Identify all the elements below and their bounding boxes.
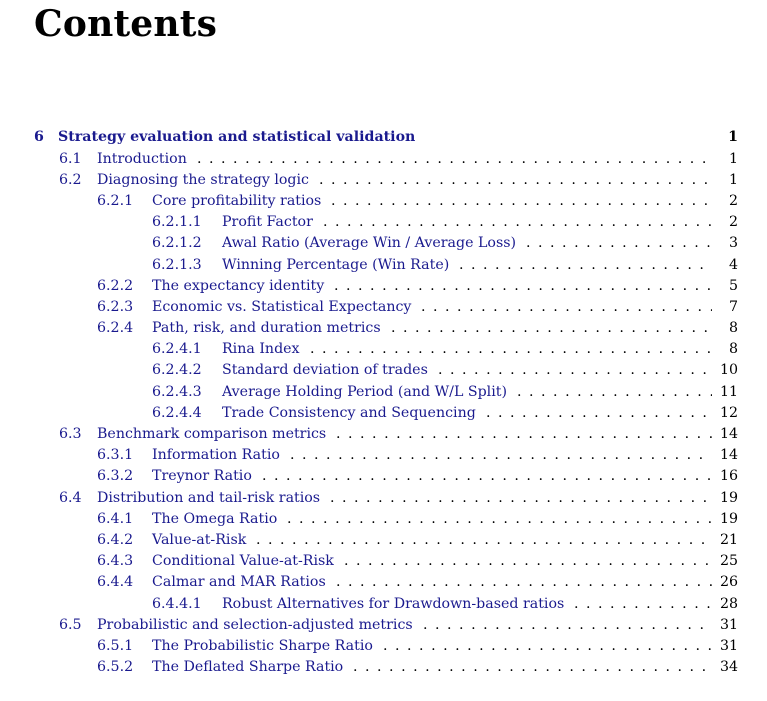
toc-entry[interactable]	[0, 530, 767, 551]
toc-entry[interactable]	[0, 466, 767, 487]
toc-entry[interactable]	[0, 276, 767, 297]
toc-entry[interactable]	[0, 551, 767, 572]
toc-dot-leader	[262, 466, 712, 487]
toc-dot-leader	[336, 572, 712, 593]
toc-entry[interactable]	[0, 403, 767, 424]
toc-entry-page-number[interactable]: 12	[719, 404, 738, 421]
toc-dot-leader	[334, 276, 712, 297]
toc-entry-page-number[interactable]: 1	[728, 150, 738, 167]
toc-entry[interactable]	[0, 382, 767, 403]
toc-entry-page-number[interactable]: 26	[719, 574, 738, 591]
toc-entry-title[interactable]: Economic vs. Statistical Expectancy	[152, 298, 412, 315]
toc-entry-number[interactable]: 6.2.4.3	[152, 383, 202, 400]
toc-entry-number[interactable]: 6.4.4.1	[152, 595, 202, 612]
toc-entry[interactable]	[0, 127, 767, 149]
toc-entry-title[interactable]: Information Ratio	[152, 447, 280, 464]
toc-entry-page-number[interactable]: 5	[728, 277, 738, 294]
toc-dot-leader	[336, 424, 712, 445]
toc-dot-leader	[438, 360, 712, 381]
toc-dot-leader	[421, 297, 712, 318]
toc-entry-number[interactable]: 6.4.2	[97, 531, 134, 548]
toc-entry[interactable]	[0, 657, 767, 678]
toc-entry-number[interactable]: 6.2	[59, 171, 82, 188]
toc-dot-leader	[391, 318, 712, 339]
toc-entry-page-number[interactable]: 2	[728, 214, 738, 231]
toc-dot-leader	[459, 255, 712, 276]
toc-entry-number[interactable]: 6.4.1	[97, 510, 134, 527]
toc-dot-leader	[197, 149, 712, 170]
toc-entry-title[interactable]: Benchmark comparison metrics	[97, 426, 327, 443]
toc-entry-number[interactable]: 6.3	[59, 426, 82, 443]
toc-entry-number[interactable]: 6.2.2	[97, 277, 134, 294]
toc-entry-page-number[interactable]: 14	[719, 426, 738, 443]
toc-entry-title[interactable]: Distribution and tail-risk ratios	[97, 489, 321, 506]
toc-entry-title[interactable]: Trade Consistency and Sequencing	[222, 404, 476, 421]
toc-entry-number[interactable]: 6.2.4.1	[152, 341, 202, 358]
toc-entry-page-number[interactable]: 34	[719, 659, 738, 676]
toc-entry[interactable]	[0, 424, 767, 445]
toc-entry[interactable]	[0, 636, 767, 657]
toc-entry-page-number[interactable]: 21	[719, 531, 738, 548]
toc-dot-leader	[526, 233, 712, 254]
toc-entry-number[interactable]: 6.4.3	[97, 553, 134, 570]
toc-entry-title[interactable]: The expectancy identity	[152, 277, 325, 294]
toc-entry-number[interactable]: 6.5	[59, 616, 82, 633]
toc-entry[interactable]	[0, 594, 767, 615]
toc-entry-title[interactable]: Winning Percentage (Win Rate)	[222, 256, 450, 273]
toc-dot-leader	[423, 615, 712, 636]
toc-entry-number[interactable]: 6.2.4	[97, 320, 134, 337]
toc-entry-title[interactable]: Conditional Value-at-Risk	[152, 553, 334, 570]
toc-entry-number[interactable]: 6.2.1.2	[152, 235, 202, 252]
toc-entry-page-number[interactable]: 8	[728, 320, 738, 337]
toc-entry-number[interactable]: 6.2.4.2	[152, 362, 202, 379]
toc-entry-title[interactable]: Robust Alternatives for Drawdown-based ratios	[222, 595, 565, 612]
toc-entry[interactable]	[0, 191, 767, 212]
toc-entry-number[interactable]: 6.2.4.4	[152, 404, 202, 421]
toc-entry-page-number[interactable]: 8	[728, 341, 738, 358]
toc-entry[interactable]	[0, 233, 767, 254]
toc-dot-leader	[574, 594, 712, 615]
toc-entry-page-number[interactable]: 16	[719, 468, 738, 485]
toc-entry[interactable]	[0, 509, 767, 530]
toc-dot-leader	[517, 382, 712, 403]
toc-entry-number[interactable]: 6.3.2	[97, 468, 134, 485]
toc-entry-title[interactable]: Strategy evaluation and statistical validation	[58, 129, 416, 145]
toc-entry-title[interactable]: Rina Index	[222, 341, 300, 358]
toc-entry-page-number[interactable]: 11	[719, 383, 738, 400]
toc-dot-leader	[290, 445, 712, 466]
toc-dot-leader	[344, 551, 712, 572]
toc-entry-title[interactable]: Treynor Ratio	[152, 468, 252, 485]
contents-heading: Contents	[34, 3, 218, 45]
toc-entry-page-number[interactable]: 7	[728, 298, 738, 315]
toc-entry-title[interactable]: Value-at-Risk	[152, 531, 247, 548]
toc-entry[interactable]	[0, 318, 767, 339]
toc-entry-title[interactable]: The Deflated Sharpe Ratio	[152, 659, 344, 676]
toc-entry-page-number[interactable]: 14	[719, 447, 738, 464]
toc-entry[interactable]	[0, 488, 767, 509]
toc-entry-page-number[interactable]: 2	[728, 192, 738, 209]
toc-entry-title[interactable]: Profit Factor	[222, 214, 313, 231]
toc-entry-number[interactable]: 6.4	[59, 489, 82, 506]
toc-entry-page-number[interactable]: 31	[719, 616, 738, 633]
toc-entry[interactable]	[0, 297, 767, 318]
toc-dot-leader	[353, 657, 712, 678]
toc-dot-leader	[319, 170, 712, 191]
toc-entry[interactable]	[0, 572, 767, 593]
toc-entry-page-number[interactable]: 25	[719, 553, 738, 570]
toc-entry-number[interactable]: 6.1	[59, 150, 82, 167]
toc-dot-leader	[287, 509, 712, 530]
toc-entry-page-number[interactable]: 19	[719, 510, 738, 527]
toc-entry-number[interactable]: 6.2.1	[97, 192, 134, 209]
toc-entry-number[interactable]: 6.2.3	[97, 298, 134, 315]
toc-dot-leader	[383, 636, 712, 657]
toc-entry-number[interactable]: 6	[34, 129, 44, 145]
toc-entry-title[interactable]: Standard deviation of trades	[222, 362, 428, 379]
toc-entry-title[interactable]: The Omega Ratio	[152, 510, 278, 527]
toc-entry[interactable]	[0, 445, 767, 466]
toc-entry[interactable]	[0, 149, 767, 170]
toc-entry-title[interactable]: Introduction	[97, 150, 187, 167]
toc-dot-leader	[323, 212, 712, 233]
toc-dot-leader	[486, 403, 712, 424]
toc-dot-leader	[310, 339, 712, 360]
toc-entry-title[interactable]: Diagnosing the strategy logic	[97, 171, 309, 188]
toc-entry-page-number[interactable]: 1	[728, 129, 738, 145]
toc-entry-page-number[interactable]: 1	[728, 171, 738, 188]
toc-entry-number[interactable]: 6.4.4	[97, 574, 134, 591]
toc-entry-page-number[interactable]: 19	[719, 489, 738, 506]
toc-entry-page-number[interactable]: 4	[728, 256, 738, 273]
table-of-contents	[0, 127, 767, 678]
toc-entry-title[interactable]: Path, risk, and duration metrics	[152, 320, 381, 337]
toc-entry[interactable]	[0, 255, 767, 276]
toc-dot-leader	[331, 191, 712, 212]
toc-entry-page-number[interactable]: 3	[728, 235, 738, 252]
toc-entry-number[interactable]: 6.5.1	[97, 637, 134, 654]
toc-entry-page-number[interactable]: 28	[719, 595, 738, 612]
toc-entry-number[interactable]: 6.5.2	[97, 659, 134, 676]
toc-dot-leader	[256, 530, 712, 551]
toc-entry-title[interactable]: Awal Ratio (Average Win / Average Loss)	[222, 235, 517, 252]
toc-entry-title[interactable]: Probabilistic and selection-adjusted metrics	[97, 616, 413, 633]
toc-entry-number[interactable]: 6.2.1.1	[152, 214, 202, 231]
toc-entry-page-number[interactable]: 31	[719, 637, 738, 654]
toc-entry-title[interactable]: Calmar and MAR Ratios	[152, 574, 326, 591]
toc-entry[interactable]	[0, 212, 767, 233]
toc-entry[interactable]	[0, 339, 767, 360]
toc-entry-title[interactable]: Core profitability ratios	[152, 192, 322, 209]
toc-entry[interactable]	[0, 170, 767, 191]
toc-entry-number[interactable]: 6.2.1.3	[152, 256, 202, 273]
toc-entry[interactable]	[0, 615, 767, 636]
toc-entry-title[interactable]: The Probabilistic Sharpe Ratio	[152, 637, 373, 654]
toc-entry[interactable]	[0, 360, 767, 381]
toc-dot-leader	[330, 488, 712, 509]
toc-entry-page-number[interactable]: 10	[719, 362, 738, 379]
toc-entry-number[interactable]: 6.3.1	[97, 447, 134, 464]
toc-entry-title[interactable]: Average Holding Period (and W/L Split)	[222, 383, 507, 400]
